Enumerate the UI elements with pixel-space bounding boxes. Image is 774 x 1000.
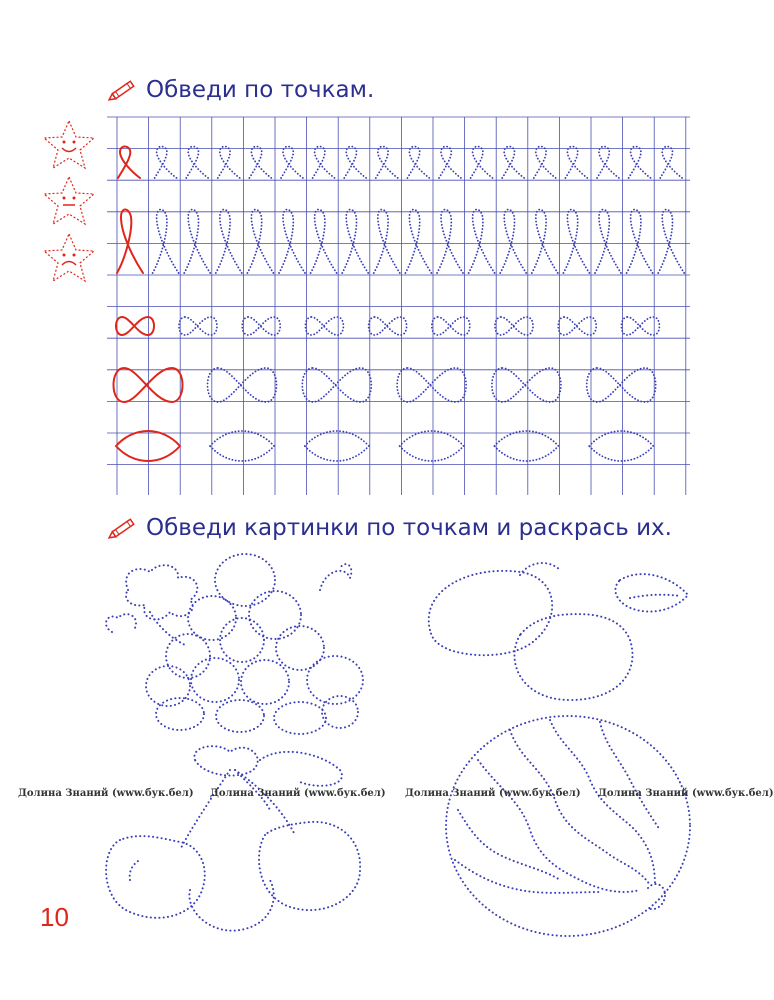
cherries-picture (106, 746, 360, 930)
watermark: Долина Знаний (www.бук.бел) (405, 788, 581, 799)
watermelon-picture (446, 716, 690, 936)
plums-picture (429, 563, 688, 700)
page-number: 10 (40, 902, 69, 932)
instruction-text: Обведи по точкам. (146, 77, 375, 103)
watermark: Долина Знаний (www.бук.бел) (18, 788, 194, 799)
watermark: Долина Знаний (www.бук.бел) (210, 788, 386, 799)
instruction-text: Обведи картинки по точкам и раскрась их. (146, 515, 672, 541)
grapes-picture (106, 554, 363, 734)
watermark: Долина Знаний (www.бук.бел) (598, 788, 774, 799)
